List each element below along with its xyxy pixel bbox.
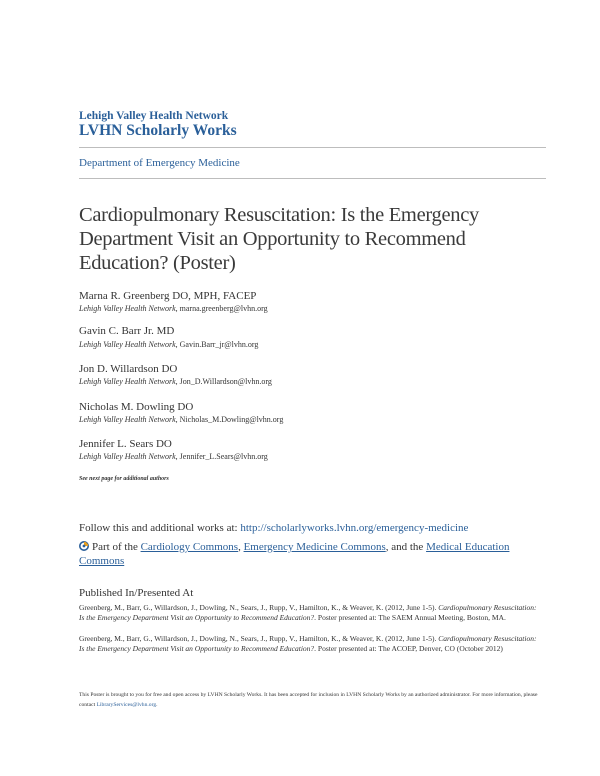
citation-2: Greenberg, M., Barr, G., Willardson, J., Dowling, N., Sears, J., Rupp, V., Hamilton, K., & Weaver, K. (2012, June 1-5). Cardiopulmonary Resuscitation: Is the Emergency Department Visit an Opportunity to Recommend Education?. Poster presented at: The ACOEP, Denver, CO (October 2012) [79, 634, 537, 653]
contact-email-link[interactable]: LibraryServices@lvhn.org [96, 702, 157, 708]
author-affiliation-5: Lehigh Valley Health Network, Jennifer_L.Sears@lvhn.org [79, 452, 268, 461]
part-of-line: Part of the Cardiology Commons, Emergency Medicine Commons, and the Medical Education Commons [79, 541, 510, 567]
author-name-4: Nicholas M. Dowling DO [79, 401, 194, 413]
author-affiliation-3: Lehigh Valley Health Network, Jon_D.Willardson@lvhn.org [79, 377, 272, 386]
paper-title: Cardiopulmonary Resuscitation: Is the Emergency Department Visit an Opportunity to Recommend Education? (Poster) [79, 204, 479, 274]
header-divider [79, 147, 546, 148]
author-name-3: Jon D. Willardson DO [79, 363, 178, 375]
department-link[interactable]: Department of Emergency Medicine [79, 157, 240, 169]
author-name-5: Jennifer L. Sears DO [79, 438, 172, 450]
network-name: Lehigh Valley Health Network [79, 110, 229, 122]
emergency-medicine-commons-link[interactable]: Emergency Medicine Commons [243, 541, 386, 553]
author-name-2: Gavin C. Barr Jr. MD [79, 325, 175, 337]
author-name-1: Marna R. Greenberg DO, MPH, FACEP [79, 290, 257, 302]
author-affiliation-4: Lehigh Valley Health Network, Nicholas_M.Dowling@lvhn.org [79, 415, 284, 424]
department-divider [79, 178, 546, 179]
author-affiliation-1: Lehigh Valley Health Network, marna.greenberg@lvhn.org [79, 304, 268, 313]
cardiology-commons-link[interactable]: Cardiology Commons [140, 541, 239, 553]
follow-line: Follow this and additional works at: http://scholarlyworks.lvhn.org/emergency-medicine [79, 522, 469, 534]
published-heading: Published In/Presented At [79, 587, 194, 599]
site-title[interactable]: LVHN Scholarly Works [79, 122, 237, 139]
medical-education-commons-link[interactable]: Medical Education Commons [79, 541, 510, 567]
see-next-note: See next page for additional authors [79, 476, 169, 482]
citation-1: Greenberg, M., Barr, G., Willardson, J., Dowling, N., Sears, J., Rupp, V., Hamilton, K., & Weaver, K. (2012, June 1-5). Cardiopulmonary Resuscitation: Is the Emergency Department Visit an Opportunity to Recommend Education?. Poster presented at: The SAEM Annual Meeting, Boston, MA. [79, 603, 537, 622]
commons-network-icon [79, 541, 89, 551]
author-affiliation-2: Lehigh Valley Health Network, Gavin.Barr_jr@lvhn.org [79, 340, 259, 349]
collection-url-link[interactable]: http://scholarlyworks.lvhn.org/emergency-medicine [240, 522, 469, 534]
footer-notice: This Poster is brought to you for free and open access by LVHN Scholarly Works. It has been accepted for inclusion in LVHN Scholarly Works by an authorized administrator. For more information, please contact LibraryServices@lvhn.org. [79, 692, 538, 708]
